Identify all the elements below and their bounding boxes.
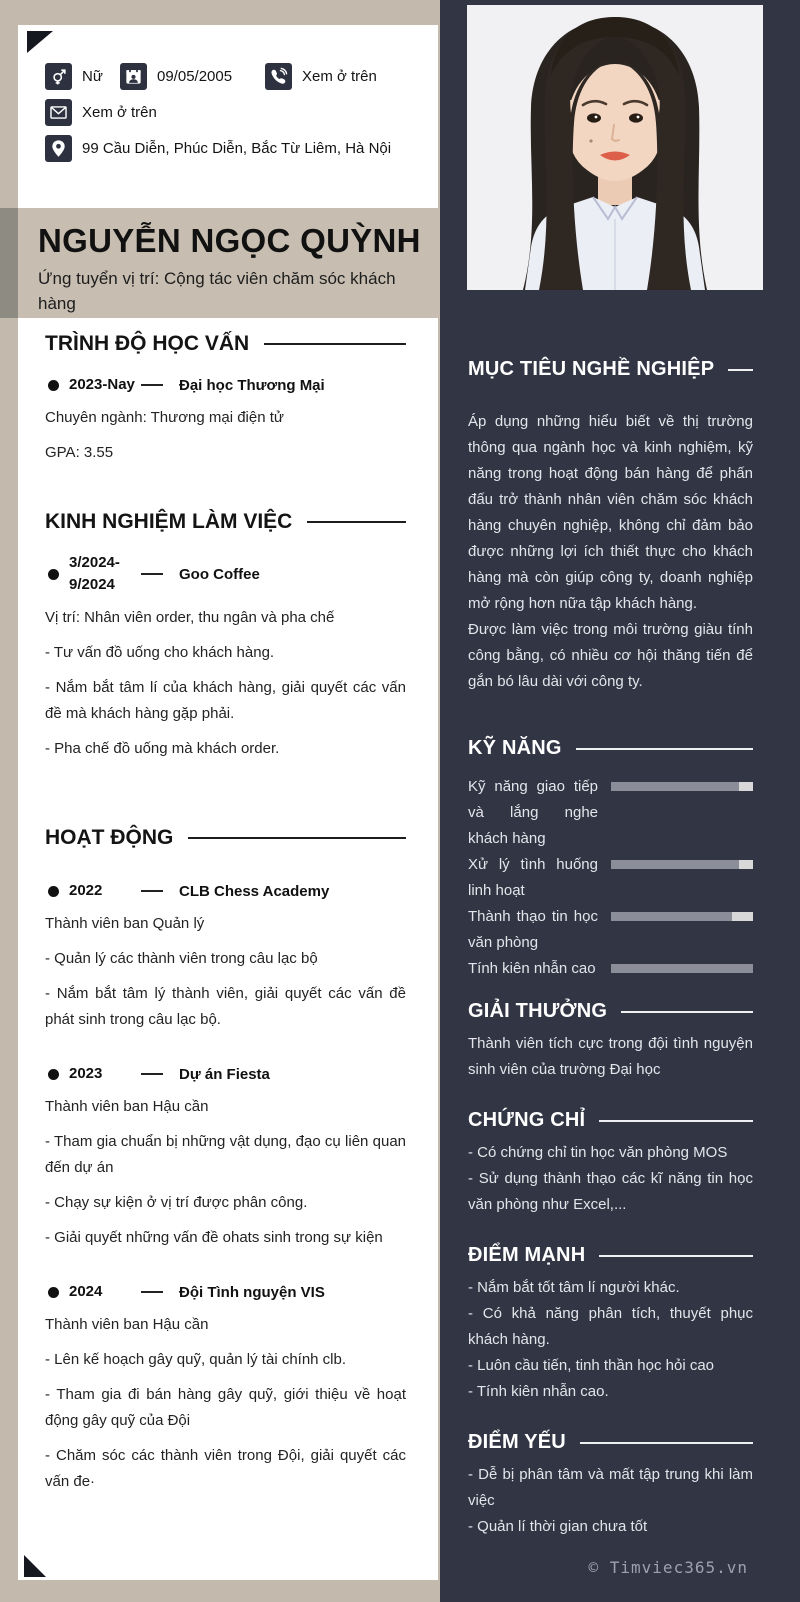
skill-bar: [611, 964, 753, 973]
weaknesses-list: [468, 1462, 753, 1540]
certificates-list: [468, 1140, 753, 1218]
banner-accent: [0, 208, 18, 318]
activity-bullets: [45, 946, 406, 1033]
strength-item: - Luôn cầu tiến, tinh thần học hỏi cao: [468, 1357, 715, 1374]
weaknesses-title-text: ĐIỂM YẾU: [468, 1431, 566, 1453]
strengths-title-text: ĐIỂM MẠNH: [468, 1244, 586, 1266]
skill-label: Thành thạo tin học văn phòng: [468, 908, 598, 951]
applied-position: Ứng tuyển vị trí: Cộng tác viên chăm sóc khách hàng: [38, 269, 396, 313]
activity-bullets: [45, 1129, 406, 1251]
education-gpa: GPA: 3.55: [45, 444, 114, 461]
education-period: 2023-Nay: [69, 376, 135, 393]
skill-bar-fill: [611, 782, 739, 791]
skill-item: [468, 774, 753, 852]
dash-icon: [141, 1073, 163, 1075]
dash-icon: [141, 384, 163, 386]
contact-address: [45, 135, 391, 162]
title-rule: [188, 837, 406, 839]
contact-row-1: [45, 63, 406, 90]
experience-title-text: KINH NGHIỆM LÀM VIỆC: [45, 510, 293, 533]
activity-org: Dự án Fiesta: [179, 1065, 270, 1083]
watermark: © Timviec365.vn: [588, 1558, 748, 1577]
contact-email: [45, 99, 157, 126]
title-rule: [580, 1442, 753, 1444]
gender-icon: [45, 63, 72, 90]
left-card: [18, 25, 438, 1580]
skill-bar: [611, 860, 753, 869]
education-title: [45, 332, 406, 356]
awards-title: [468, 1000, 753, 1023]
activity-year: 2022: [69, 882, 103, 899]
timeline-dot-icon: [48, 886, 59, 897]
skill-item: [468, 904, 753, 956]
location-pin-icon: [45, 135, 72, 162]
strength-item: - Tính kiên nhẫn cao.: [468, 1383, 609, 1400]
weakness-item: - Quản lí thời gian chưa tốt: [468, 1518, 648, 1535]
experience-entry: [45, 552, 406, 596]
weaknesses-title: [468, 1431, 753, 1454]
experience-bullet: - Pha chế đồ uống mà khách order.: [45, 740, 280, 757]
activity-bullet: - Tham gia đi bán hàng gây quỹ, giới thiệu về hoạt động gây quỹ của Đội: [45, 1386, 406, 1429]
activity-year: 2024: [69, 1283, 103, 1300]
skill-bar-fill: [611, 912, 732, 921]
title-rule: [621, 1011, 753, 1013]
gender-value: Nữ: [82, 68, 103, 85]
skill-item: [468, 852, 753, 904]
skill-label: Kỹ năng giao tiếp và lắng nghe khách hàng: [468, 778, 598, 847]
activity-year: 2023: [69, 1065, 103, 1082]
corner-triangle-bottom-icon: [24, 1555, 46, 1577]
activity-item: [45, 880, 406, 1033]
activity-entry: [45, 880, 406, 902]
right-column: [440, 0, 800, 1602]
calendar-icon: [120, 63, 147, 90]
skills-title: [468, 737, 753, 760]
activity-bullet: - Lên kế hoạch gây quỹ, quản lý tài chính clb.: [45, 1351, 347, 1368]
experience-title: [45, 510, 406, 534]
activity-org: CLB Chess Academy: [179, 882, 330, 900]
education-title-text: TRÌNH ĐỘ HỌC VẤN: [45, 332, 250, 355]
profile-photo: [467, 5, 763, 290]
skill-bar-fill: [611, 964, 753, 973]
activity-bullet: - Quản lý các thành viên trong câu lạc bộ: [45, 950, 318, 967]
dob-value: 09/05/2005: [157, 68, 233, 85]
title-rule: [599, 1120, 753, 1122]
title-rule: [307, 521, 406, 523]
experience-company: Goo Coffee: [179, 565, 260, 583]
experience-role: Vị trí: Nhân viên order, thu ngân và pha chế: [45, 609, 335, 626]
objective-paragraph-2: Được làm việc trong môi trường giàu tính công bằng, có nhiều cơ hội thăng tiến để gắn bó lâu dài với công ty.: [468, 621, 753, 690]
dash-icon: [141, 890, 163, 892]
certificate-item: - Sử dụng thành thạo các kĩ năng tin học văn phòng như Excel,...: [468, 1170, 753, 1213]
address-value: 99 Cầu Diễn, Phúc Diễn, Bắc Từ Liêm, Hà Nội: [82, 140, 392, 157]
contact-dob: [120, 63, 265, 90]
contact-row-3: [45, 135, 406, 162]
activities-title: [45, 826, 406, 850]
experience-bullets: [45, 640, 406, 762]
title-rule: [576, 748, 753, 750]
activity-entry: [45, 1063, 406, 1085]
experience-bullet: - Tư vấn đồ uống cho khách hàng.: [45, 644, 275, 661]
awards-title-text: GIẢI THƯỞNG: [468, 1000, 608, 1022]
activity-entry: [45, 1281, 406, 1303]
skill-bar-fill: [611, 860, 739, 869]
activity-org: Đội Tình nguyện VIS: [179, 1283, 325, 1301]
education-entry: [45, 374, 406, 396]
strength-item: - Có khả năng phân tích, thuyết phục khách hàng.: [468, 1305, 753, 1348]
activity-bullet: - Chăm sóc các thành viên trong Đội, giải quyết các vấn đe·: [45, 1447, 406, 1490]
email-icon: [45, 99, 72, 126]
objective-title-text: MỤC TIÊU NGHỀ NGHIỆP: [468, 358, 715, 380]
activities-title-text: HOẠT ĐỘNG: [45, 826, 174, 849]
timeline-dot-icon: [48, 1287, 59, 1298]
contact-gender: [45, 63, 120, 90]
skills-title-text: KỸ NĂNG: [468, 737, 562, 759]
objective-title: [468, 358, 753, 381]
strengths-list: [468, 1275, 753, 1405]
phone-icon: [265, 63, 292, 90]
award-text: Thành viên tích cực trong đội tình nguyện sinh viên của trường Đại học: [468, 1035, 753, 1078]
right-content: [468, 290, 753, 1540]
contact-row-2: [45, 99, 406, 126]
section-experience: [45, 510, 406, 762]
certificates-title-text: CHỨNG CHỈ: [468, 1109, 586, 1131]
activity-bullet: - Nắm bắt tâm lý thành viên, giải quyết các vấn đề phát sinh trong câu lạc bộ.: [45, 985, 406, 1028]
title-rule: [728, 369, 753, 371]
weakness-item: - Dễ bị phân tâm và mất tập trung khi làm việc: [468, 1466, 753, 1509]
timeline-dot-icon: [48, 1069, 59, 1080]
strengths-title: [468, 1244, 753, 1267]
activity-bullet: - Tham gia chuẩn bị những vật dụng, đạo cụ liên quan đến dự án: [45, 1133, 406, 1176]
skill-bar: [611, 782, 753, 791]
activity-role: Thành viên ban Hậu cần: [45, 1098, 209, 1115]
certificates-title: [468, 1109, 753, 1132]
email-value: Xem ở trên: [82, 104, 157, 121]
skill-label: Xử lý tình huống linh hoạt: [468, 856, 598, 899]
strength-item: - Nắm bắt tốt tâm lí người khác.: [468, 1279, 680, 1296]
candidate-name: NGUYỄN NGỌC QUỲNH: [38, 222, 421, 259]
phone-value: Xem ở trên: [302, 68, 377, 85]
contact-phone: [265, 63, 377, 90]
section-education: [45, 332, 406, 466]
experience-period-end: 9/2024: [69, 576, 115, 593]
activities-list: [45, 880, 406, 1495]
activity-bullets: [45, 1347, 406, 1495]
experience-bullet: - Nắm bắt tâm lí của khách hàng, giải quyết các vấn đề mà khách hàng gặp phải.: [45, 679, 406, 722]
skill-bar: [611, 912, 753, 921]
dash-icon: [141, 573, 163, 575]
experience-period: [69, 552, 141, 596]
title-rule: [264, 343, 406, 345]
activity-role: Thành viên ban Quản lý: [45, 915, 205, 932]
activity-bullet: - Giải quyết những vấn đề ohats sinh trong sự kiện: [45, 1229, 383, 1246]
title-rule: [599, 1255, 753, 1257]
banner-body: [18, 208, 440, 318]
objective-paragraph-1: Áp dụng những hiểu biết về thị trường thông qua ngành học và kinh nghiệm, kỹ năng trong hoạt động bán hàng để phấn đấu trở thành nhân viên chăm sóc khách hàng chuyên nghiệp, không chỉ đảm bảo được những lợi ích thiết thực cho khách hàng mà còn giúp công ty, doanh nghiệp mở rộng hơn nữa tập khách hàng.: [468, 413, 753, 612]
activity-role: Thành viên ban Hậu cần: [45, 1316, 209, 1333]
section-activities: [45, 826, 406, 1495]
experience-period-start: 3/2024-: [69, 554, 120, 571]
skill-label: Tính kiên nhẫn cao: [468, 960, 596, 977]
activity-bullet: - Chạy sự kiện ở vị trí được phân công.: [45, 1194, 308, 1211]
timeline-dot-icon: [48, 380, 59, 391]
name-banner: [0, 208, 440, 318]
education-major: Chuyên ngành: Thương mại điện tử: [45, 409, 284, 426]
activity-item: [45, 1281, 406, 1495]
skills-list: [468, 774, 753, 982]
skill-item: [468, 956, 753, 982]
certificate-item: - Có chứng chỉ tin học văn phòng MOS: [468, 1144, 728, 1161]
timeline-dot-icon: [48, 569, 59, 580]
education-school: Đại học Thương Mại: [179, 376, 325, 394]
activity-item: [45, 1063, 406, 1251]
dash-icon: [141, 1291, 163, 1293]
